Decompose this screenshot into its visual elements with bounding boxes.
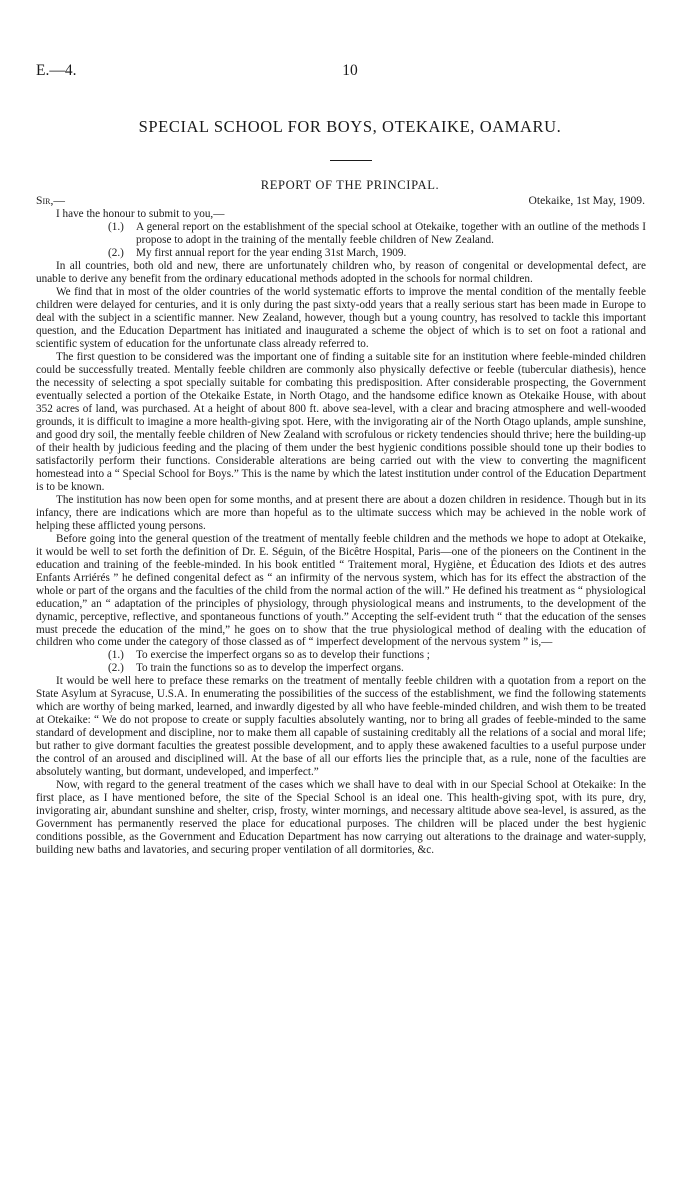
seguin-list-item xyxy=(108,649,646,662)
paragraph: It would be well here to preface these remarks on the treatment of mentally feeble children with a quotation from a report on the State Asylum at Syracuse, U.S.A. In enumerating the possibilities of the success of the establishment, we find the following statements which are worthy of being marked, learned, and inwardly digested by all who have feeble-minded children, and wish them to be treated at Otekaike: “ We do not propose to create or supply faculties absolutely wanting, nor to bring all grades of feeble-minded to the same standard of development and discipline, nor to make them all capable of sustaining creditably all the relations of a social and moral life; but rather to give dormant faculties the greatest possible development, and to apply these awakened faculties to a useful purpose under the control of an aroused and disciplined will. At the base of all our efforts lies the principle that, as a rule, none of the faculties are absolutely wanting, but dormant, undeveloped, and imperfect.” xyxy=(36,675,646,779)
list-item-text: To train the functions so as to develop the imperfect organs. xyxy=(136,662,404,675)
paragraph: In all countries, both old and new, there are unfortunately children who, by reason of congenital or developmental defect, are unable to derive any benefit from the ordinary educational methods adopted in the schools for normal children. xyxy=(36,259,646,285)
list-item-number: (1.) xyxy=(108,649,124,662)
page-header xyxy=(36,62,664,82)
paragraph: The institution has now been open for some months, and at present there are about a dozen children in residence. Though but in its infancy, there are indications which are more than hopeful as to the ultimate success which may be achieved in the noble work of helping these afflicted young persons. xyxy=(36,493,646,532)
report-heading: REPORT OF THE PRINCIPAL. xyxy=(260,178,440,192)
intro-list-item xyxy=(108,247,646,260)
paragraph: We find that in most of the older countries of the world systematic efforts to improve the mental condition of the mentally feeble children were delayed for centuries, and it is only during the past sixty-odd years that a really serious start has been made in Europe to deal with the subject in a scientific manner. New Zealand, however, though but a young country, has resolved to tackle this important question, and the Education Department has initiated and inaugurated a scheme the object of which is to set on foot a rational and scientific system of education for the unfortunate class already referred to. xyxy=(36,285,646,350)
document-reference: E.—4. xyxy=(36,62,77,79)
school-title: SPECIAL SCHOOL FOR BOYS, OTEKAIKE, OAMARU. xyxy=(138,117,562,136)
report-body xyxy=(36,208,646,857)
page-number: 10 xyxy=(342,62,358,79)
date-line: Otekaike, 1st May, 1909. xyxy=(528,194,645,207)
paragraph: Now, with regard to the general treatment of the cases which we shall have to deal with in our Special School at Otekaike: In the first place, as I have mentioned before, the site of the Special School is an ideal one. This health-giving spot, with its pure, dry, invigorating air, abundant sunshine and shelter, crisp, frosty, winter mornings, and necessary altitude above sea-level, is assured, as the Government has permanently reserved the place for educational purposes. The children will be placed under the best hygienic conditions possible, as the Government and Education Department has now carrying out alterations to the drainage and water-supply, building new baths and lavatories, and securing proper ventilation of all dormitories, &c. xyxy=(36,779,646,857)
list-item-number: (2.) xyxy=(108,662,124,675)
salutation: Sir,— xyxy=(36,194,65,207)
intro-line: I have the honour to submit to you,— xyxy=(56,208,225,220)
list-item-number: (2.) xyxy=(108,246,124,259)
title-divider xyxy=(330,160,372,161)
list-item-text: A general report on the establishment of the special school at Otekaike, together with an outline of the methods I propose to adopt in the training of the mentally feeble children of New Zealand. xyxy=(136,220,646,246)
list-item-number: (1.) xyxy=(108,220,124,233)
paragraph: Before going into the general question of the treatment of mentally feeble children and the methods we hope to adopt at Otekaike, it would be well to set forth the definition of Dr. E. Séguin, of the Bicêtre Hospital, Paris—one of the pioneers on the Continent in the education and training of the feeble-minded. In his book entitled “ Traitement moral, Hygiène, et Éducation des Idiots et des autres Enfants Arriérés ” he defined congenital defect as “ an infirmity of the nervous system, which has for its effect the abstraction of the whole or part of the organs and the faculties of the child from the normal action of the will.” He defined his treatment as “ physiological education,” an “ adaptation of the principles of physiology, through physiological means and instruments, to the development of the dynamic, perceptive, reflective, and spontaneous functions of youth.” Accepting the self-evident truth “ that the education of the senses must precede the education of the mind,” he goes on to show that the true physiological method of dealing with the education of children who come under the category of those classed as of “ imperfect development of the nervous system ” is,— xyxy=(36,532,646,649)
paragraph: The first question to be considered was the important one of finding a suitable site for an institution where feeble-minded children could be successfully treated. Mentally feeble children are commonly also physically defective or feeble (tubercular diathesis), hence the necessity of selecting a spot specially suitable for combating this predisposition. After considerable prospecting, the Government eventually selected a portion of the Otekaike Estate, in North Otago, and the handsome edifice known as Otekaike House, with about 352 acres of land, was purchased. At a height of about 800 ft. above sea-level, with a clear and bracing atmosphere and well-wooded grounds, it is difficult to imagine a more health-giving spot. Here, with the invigorating air of the North Otago uplands, ample sunshine, and good dry soil, the mentally feeble children of New Zealand with scrofulous or rickety tendencies should thrive; here the building-up of their health by judicious feeding and the placing of them under the best hygienic conditions possible should tone up their bodies to satisfactorily perform their functions. Considerable alterations are being carried out with the view to converting the magnificent homestead into a “ Special School for Boys.” This is the name by which the latest institution under control of the Education Department is to be known. xyxy=(36,350,646,493)
list-item-text: My first annual report for the year ending 31st March, 1909. xyxy=(136,246,407,259)
seguin-list-item xyxy=(108,662,646,675)
list-item-text: To exercise the imperfect organs so as to develop their functions ; xyxy=(136,649,430,662)
intro-list-item xyxy=(108,221,646,247)
